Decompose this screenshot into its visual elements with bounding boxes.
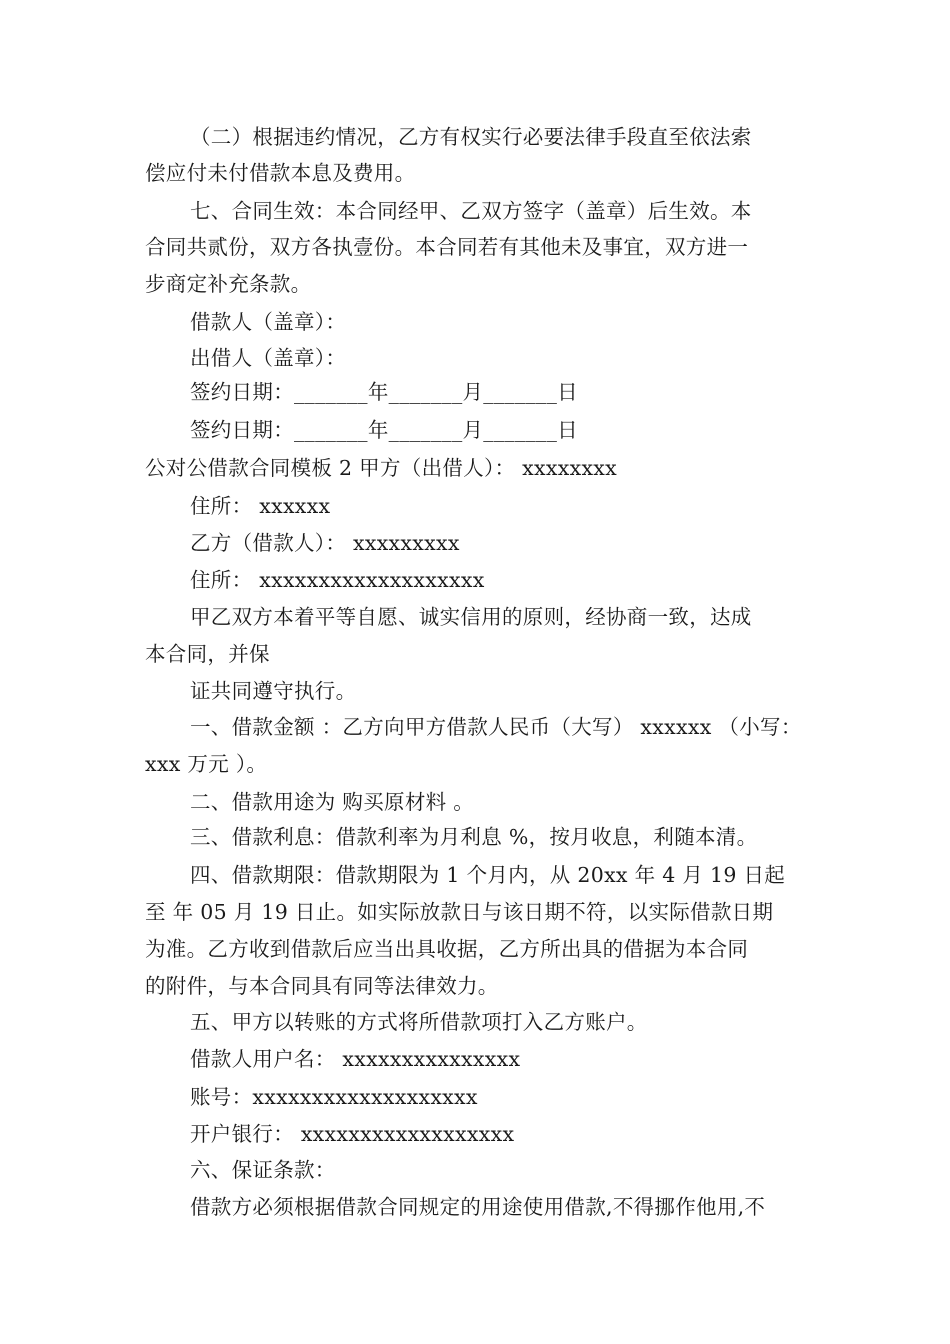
paragraph-line: 为准。乙方收到借款后应当出具收据，乙方所出具的借据为本合同 — [145, 937, 749, 961]
paragraph-line: 住所： xxxxxx — [190, 494, 331, 518]
paragraph-line: 证共同遵守执行。 — [190, 679, 357, 703]
paragraph-line: 步商定补充条款。 — [145, 272, 312, 296]
paragraph-line: 借款方必须根据借款合同规定的用途使用借款,不得挪作他用,不 — [190, 1195, 766, 1219]
paragraph-line: 甲乙双方本着平等自愿、诚实信用的原则，经协商一致，达成 — [190, 605, 752, 629]
paragraph-line: 七、合同生效：本合同经甲、乙双方签字（盖章）后生效。本 — [190, 199, 752, 223]
paragraph-line: 五、甲方以转账的方式将所借款项打入乙方账户。 — [190, 1010, 648, 1034]
signing-date-line: 签约日期：_______年_______月_______日 — [190, 380, 578, 404]
paragraph-line: 六、保证条款： — [190, 1158, 336, 1182]
template-heading-line: 公对公借款合同模板 2 甲方（出借人）： xxxxxxxx — [145, 456, 618, 480]
paragraph-line: 四、借款期限：借款期限为 1 个月内，从 20xx 年 4 月 19 日起 — [190, 863, 786, 887]
paragraph-line: 的附件，与本合同具有同等法律效力。 — [145, 974, 499, 998]
signing-date-line: 签约日期：_______年_______月_______日 — [190, 418, 578, 442]
paragraph-line: 一、借款金额 ：乙方向甲方借款人民币（大写） xxxxxx （小写： — [190, 715, 802, 739]
paragraph-line: 偿应付未付借款本息及费用。 — [145, 161, 416, 185]
paragraph-line: 合同共贰份，双方各执壹份。本合同若有其他未及事宜，双方进一 — [145, 235, 749, 259]
signature-line-borrower: 借款人（盖章）： — [190, 310, 347, 334]
paragraph-line: 开户银行： xxxxxxxxxxxxxxxxxx — [190, 1122, 515, 1146]
paragraph-line: 本合同，并保 — [145, 642, 270, 666]
paragraph-line: 住所： xxxxxxxxxxxxxxxxxxx — [190, 568, 485, 592]
paragraph-line: 乙方（借款人）： xxxxxxxxx — [190, 531, 460, 555]
paragraph-line: 借款人用户名： xxxxxxxxxxxxxxx — [190, 1047, 521, 1071]
paragraph-line: 三、借款利息：借款利率为月利息 %，按月收息，利随本清。 — [190, 825, 758, 849]
paragraph-line: xxx 万元 ）。 — [145, 752, 268, 776]
paragraph-line: 账号：xxxxxxxxxxxxxxxxxxx — [190, 1085, 478, 1109]
signature-line-lender: 出借人（盖章）： — [190, 346, 347, 370]
paragraph-line: （二）根据违约情况，乙方有权实行必要法律手段直至依法索 — [190, 125, 752, 149]
paragraph-line: 二、借款用途为 购买原材料 。 — [190, 790, 475, 814]
paragraph-line: 至 年 05 月 19 日止。如实际放款日与该日期不符，以实际借款日期 — [145, 900, 774, 924]
